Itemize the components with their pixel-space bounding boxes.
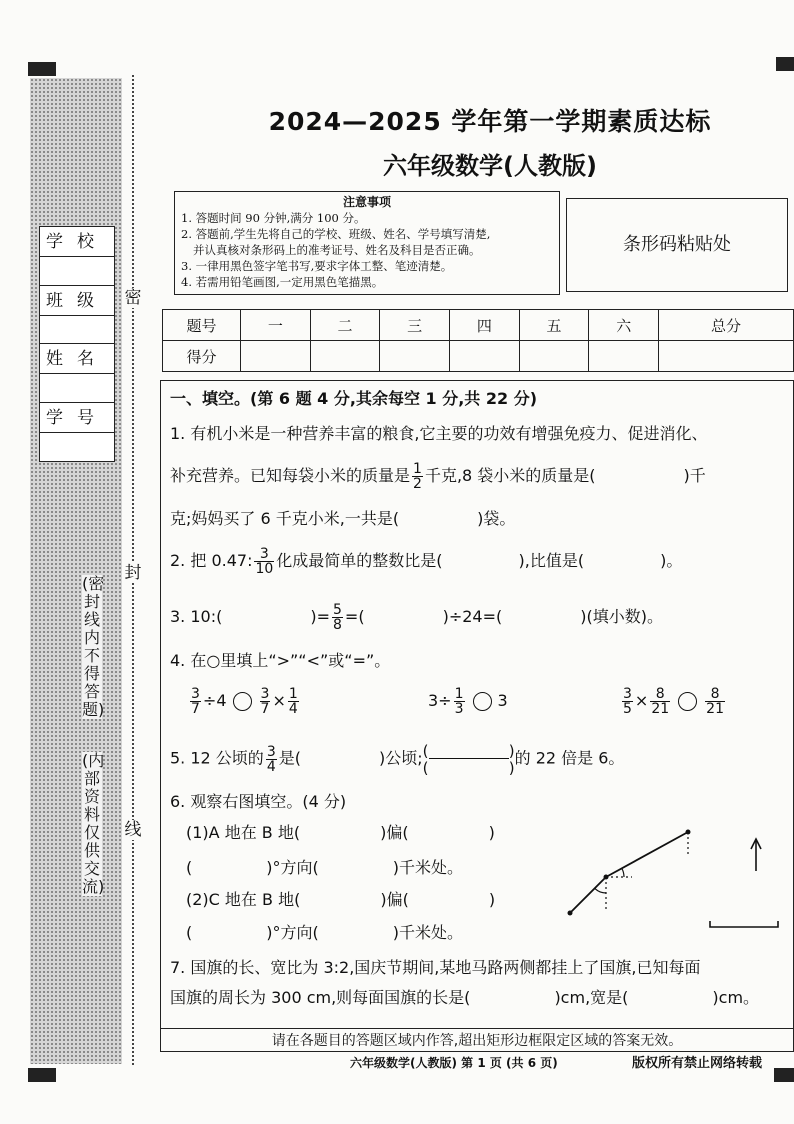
question-4-comparison-2 bbox=[428, 687, 508, 716]
q5-text-b: 是( bbox=[278, 748, 301, 768]
operator: ÷4 bbox=[202, 691, 227, 710]
fraction bbox=[412, 462, 423, 491]
numerator: 8 bbox=[650, 687, 670, 702]
page-footer: 六年级数学(人教版) 第 1 页 (共 6 页) bbox=[350, 1056, 558, 1070]
q6-text: ( bbox=[186, 923, 193, 942]
question-6-heading: 6. 观察右图填空。(4 分) bbox=[170, 792, 347, 811]
scale-bar bbox=[710, 921, 778, 927]
q3-text-e: )(填小数)。 bbox=[580, 607, 663, 626]
denominator: 7 bbox=[260, 701, 270, 717]
q2-text-d: )。 bbox=[660, 551, 683, 570]
numerator: 3 bbox=[260, 686, 270, 702]
paren-close: ) bbox=[508, 742, 515, 760]
fraction-bar bbox=[429, 758, 509, 759]
q6-text: (2)C 地在 B 地( bbox=[186, 890, 301, 909]
notice-item: 并认真核对条形码上的准考证号、姓名及科目是否正确。 bbox=[193, 243, 481, 257]
fraction bbox=[260, 687, 271, 716]
numerator: 1 bbox=[288, 686, 298, 702]
fraction bbox=[288, 687, 299, 716]
table-row bbox=[163, 310, 794, 341]
paren-open: ( bbox=[422, 742, 429, 760]
segment-b-to-c bbox=[570, 877, 606, 913]
score-cell[interactable] bbox=[519, 341, 589, 372]
q6-text: (1)A 地在 B 地( bbox=[186, 823, 301, 842]
q6-text: )千米处。 bbox=[392, 923, 463, 942]
registration-mark-top-right bbox=[776, 57, 794, 71]
denominator: 7 bbox=[191, 701, 200, 717]
paren-open: ( bbox=[422, 759, 429, 777]
answer-area-note: 请在各题目的答题区域内作答,超出矩形边框限定区域的答案无效。 bbox=[160, 1028, 794, 1052]
q7-text: 国旗的周长为 300 cm,则每面国旗的长是( bbox=[170, 988, 471, 1007]
seal-char-mi: 密 bbox=[122, 288, 144, 308]
denominator: 2 bbox=[413, 476, 422, 492]
binding-note-internal: (内部资料 仅供交流) bbox=[82, 751, 105, 896]
operator: × bbox=[272, 691, 286, 710]
q6-text: )偏( bbox=[380, 823, 409, 842]
row-label-score: 得分 bbox=[163, 341, 241, 372]
q3-text-c: =( bbox=[344, 607, 365, 626]
paren-close: ) bbox=[508, 759, 515, 777]
q5-text-d: 的 22 倍是 6。 bbox=[514, 748, 625, 768]
q6-text: ) bbox=[488, 890, 496, 909]
score-cell[interactable] bbox=[241, 341, 311, 372]
numerator: 1 bbox=[454, 686, 464, 702]
question-4: 4. 在○里填上“>”“<”或“=”。 bbox=[170, 651, 391, 670]
compare-circle[interactable] bbox=[233, 692, 252, 711]
fraction bbox=[190, 687, 201, 716]
question-5 bbox=[170, 742, 624, 776]
q6-text: )°方向( bbox=[266, 923, 319, 942]
copyright-notice: 版权所有禁止网络转载 bbox=[632, 1056, 763, 1071]
q5-text-c: )公顷; bbox=[378, 748, 423, 768]
q6-text: ) bbox=[488, 823, 495, 842]
q1-text-b: 千克,8 袋小米的质量是( bbox=[424, 466, 596, 485]
fraction-answer-blank[interactable] bbox=[423, 742, 515, 776]
q1-text-c: )千 bbox=[683, 466, 706, 485]
question-6-line-2 bbox=[186, 857, 463, 879]
column-header: 总分 bbox=[659, 310, 794, 341]
notice-box bbox=[174, 191, 560, 295]
question-7-line-1: 7. 国旗的长、宽比为 3:2,国庆节期间,某地马路两侧都挂上了国旗,已知每面 bbox=[170, 958, 701, 977]
notice-item: 4. 若需用铅笔画图,一定用黑色笔描黑。 bbox=[181, 275, 384, 289]
column-header: 五 bbox=[519, 310, 589, 341]
compare-circle[interactable] bbox=[473, 692, 492, 711]
name-field[interactable] bbox=[40, 374, 114, 403]
question-6-line-4 bbox=[186, 922, 463, 944]
column-header: 二 bbox=[310, 310, 380, 341]
q7-text: )cm,宽是( bbox=[554, 988, 629, 1007]
q6-text: )偏( bbox=[380, 890, 409, 909]
column-header: 四 bbox=[450, 310, 520, 341]
notice-heading: 注意事项 bbox=[342, 195, 391, 209]
table-row bbox=[163, 341, 794, 372]
denominator: 8 bbox=[333, 617, 342, 633]
q6-text: )°方向( bbox=[266, 858, 319, 877]
question-3 bbox=[170, 603, 663, 632]
registration-mark-bottom-right bbox=[774, 1068, 794, 1082]
seal-char-xian: 线 bbox=[122, 820, 144, 840]
class-label: 班级 bbox=[40, 286, 114, 316]
denominator: 5 bbox=[623, 701, 632, 717]
q5-text-a: 5. 12 公顷的 bbox=[170, 748, 264, 768]
question-1-line-3 bbox=[170, 508, 515, 530]
question-1-line-2 bbox=[170, 462, 706, 491]
question-7-line-2 bbox=[170, 987, 759, 1009]
notice-item: 2. 答题前,学生先将自己的学校、班级、姓名、学号填写清楚, bbox=[181, 227, 491, 241]
point-a bbox=[686, 830, 691, 835]
question-6-line-1 bbox=[186, 822, 495, 844]
numerator: 1 bbox=[413, 461, 422, 477]
q2-text-a: 2. 把 0.47: bbox=[170, 551, 253, 570]
row-label-number: 题号 bbox=[163, 310, 241, 341]
q3-text-d: )÷24=( bbox=[442, 607, 503, 626]
fraction bbox=[650, 687, 670, 716]
fraction bbox=[622, 687, 633, 716]
column-header: 六 bbox=[589, 310, 659, 341]
question-6-line-3 bbox=[186, 889, 495, 911]
point-b bbox=[604, 875, 609, 880]
score-table bbox=[162, 309, 794, 372]
q6-text: )千米处。 bbox=[392, 858, 463, 877]
barcode-area: 条形码粘贴处 bbox=[566, 198, 788, 292]
q7-text: )cm。 bbox=[712, 988, 760, 1007]
name-label: 姓名 bbox=[40, 344, 114, 374]
score-cell[interactable] bbox=[380, 341, 450, 372]
fraction bbox=[332, 603, 343, 632]
notice-item: 3. 一律用黑色签字笔书写,要求字体工整、笔迹清楚。 bbox=[181, 259, 453, 273]
score-cell[interactable] bbox=[450, 341, 520, 372]
notice-item: 1. 答题时间 90 分钟,满分 100 分。 bbox=[181, 211, 366, 225]
student-id-label: 学号 bbox=[40, 403, 114, 433]
q3-text-a: 3. 10:( bbox=[170, 607, 223, 626]
exam-subtitle: 六年级数学(人教版) bbox=[383, 152, 597, 180]
exam-title: 2024—2025 学年第一学期素质达标 bbox=[268, 107, 712, 136]
q1-text-e: )袋。 bbox=[477, 509, 516, 528]
fraction bbox=[705, 687, 725, 716]
operator: 3÷ bbox=[428, 691, 452, 710]
school-field[interactable] bbox=[40, 257, 114, 286]
section-heading: 一、填空。(第 6 题 4 分,其余每空 1 分,共 22 分) bbox=[170, 389, 538, 408]
score-cell[interactable] bbox=[310, 341, 380, 372]
registration-mark-bottom-left bbox=[28, 1068, 56, 1082]
question-2 bbox=[170, 547, 682, 576]
denominator: 3 bbox=[454, 701, 464, 717]
denominator: 21 bbox=[651, 701, 670, 717]
segment-b-to-a bbox=[606, 832, 688, 877]
fraction bbox=[454, 687, 465, 716]
numerator: 8 bbox=[705, 687, 725, 702]
binding-note-no-answer: (密封线内不得答题) bbox=[82, 574, 105, 719]
student-info-box bbox=[39, 226, 115, 462]
value: 3 bbox=[497, 691, 508, 710]
class-field[interactable] bbox=[40, 316, 114, 345]
denominator: 4 bbox=[288, 701, 298, 717]
q3-text-b: )= bbox=[310, 607, 330, 626]
column-header: 一 bbox=[241, 310, 311, 341]
numerator: 3 bbox=[191, 686, 200, 702]
compare-circle[interactable] bbox=[678, 692, 697, 711]
denominator: 4 bbox=[266, 758, 276, 775]
q2-text-c: ),比值是( bbox=[518, 551, 585, 570]
point-c bbox=[568, 911, 573, 916]
question-1-line-1: 1. 有机小米是一种营养丰富的粮食,它主要的功效有增强免疫力、促进消化、 bbox=[170, 424, 708, 443]
q1-text-d: 克;妈妈买了 6 千克小米,一共是( bbox=[170, 509, 400, 528]
score-cell[interactable] bbox=[659, 341, 794, 372]
numerator: 3 bbox=[254, 547, 274, 562]
denominator: 10 bbox=[255, 561, 274, 577]
q1-text-a: 补充营养。已知每袋小米的质量是 bbox=[170, 466, 411, 485]
column-header: 三 bbox=[380, 310, 450, 341]
question-4-comparison-1 bbox=[188, 687, 301, 716]
q6-text: ( bbox=[186, 858, 193, 877]
denominator: 21 bbox=[706, 701, 724, 717]
numerator: 3 bbox=[623, 686, 632, 702]
fraction bbox=[266, 745, 277, 774]
q2-text-b: 化成最简单的整数比是( bbox=[276, 551, 443, 570]
score-cell[interactable] bbox=[589, 341, 659, 372]
seal-char-feng: 封 bbox=[122, 563, 144, 583]
direction-diagram bbox=[520, 805, 790, 945]
school-label: 学校 bbox=[40, 227, 114, 257]
student-id-field[interactable] bbox=[40, 433, 114, 462]
registration-mark-top-left bbox=[28, 62, 56, 76]
numerator: 5 bbox=[333, 602, 342, 618]
numerator: 3 bbox=[266, 743, 276, 760]
angle-arc-45 bbox=[595, 888, 606, 893]
operator: × bbox=[634, 691, 649, 710]
fraction bbox=[254, 547, 274, 576]
question-4-comparison-3 bbox=[620, 687, 727, 716]
angle-arc-30 bbox=[622, 868, 624, 877]
